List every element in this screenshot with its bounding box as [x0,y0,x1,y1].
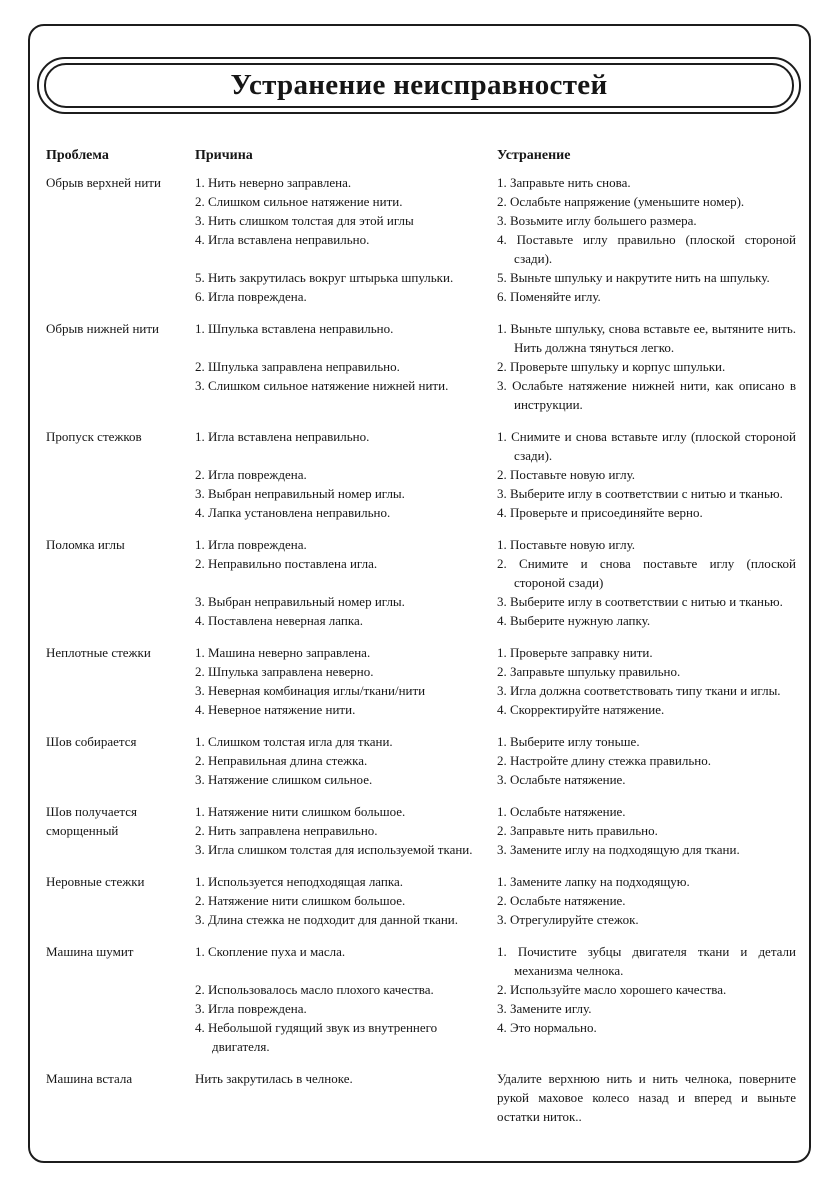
cause-solution-pair [195,980,796,999]
solution-item: 1. Ослабьте натяжение. [497,804,626,819]
solution-item: 1. Поставьте новую иглу. [497,537,636,552]
solution-item: 3. Отрегулируйте стежок. [497,912,639,927]
problem-name: Обрыв верхней нити [46,175,161,190]
cause-solution-pair [195,770,796,789]
solution-item: 3. Ослабьте натяжение нижней нити, как описано в инструкции. [497,378,796,412]
solution-item: 2. Ослабьте натяжение. [497,893,626,908]
problem-name: Поломка иглы [46,537,125,552]
cause-solution-pair [195,751,796,770]
cause-solution-pairs [195,319,796,414]
cause-item: 4. Игла вставлена неправильно. [195,232,370,247]
cause-solution-pair [195,230,796,268]
cause-solution-pair [195,357,796,376]
cause-solution-pairs [195,872,796,929]
cause-item: 2. Нить заправлена неправильно. [195,823,378,838]
problem-group [46,732,796,789]
cause-solution-pair [195,427,796,465]
cause-item: 4. Неверное натяжение нити. [195,702,356,717]
problem-group [46,173,796,306]
cause-item: 3. Нить слишком толстая для этой иглы [195,213,414,228]
cause-solution-pair [195,268,796,287]
cause-solution-pairs [195,643,796,719]
cause-solution-pair [195,611,796,630]
column-header-solution: Устранение [497,148,571,163]
problem-name: Неплотные стежки [46,645,151,660]
cause-solution-pair [195,192,796,211]
cause-item: 5. Нить закрутилась вокруг штырька шпульки. [195,270,454,285]
table-body [46,173,796,1126]
problem-group [46,535,796,630]
cause-item: 1. Игла вставлена неправильно. [195,429,370,444]
cause-solution-pair [195,376,796,414]
cause-solution-pair [195,554,796,592]
problem-group [46,1069,796,1126]
solution-item: 6. Поменяйте иглу. [497,289,601,304]
cause-item: 2. Шпулька заправлена неверно. [195,664,374,679]
table-header [46,146,796,165]
cause-solution-pair [195,592,796,611]
solution-item: 2. Настройте длину стежка правильно. [497,753,711,768]
solution-item: 3. Выберите иглу в соответствии с нитью и тканью. [497,594,783,609]
problem-group [46,643,796,719]
problem-group [46,427,796,522]
cause-item: 1. Слишком толстая игла для ткани. [195,734,393,749]
cause-item: 4. Поставлена неверная лапка. [195,613,363,628]
solution-item: 4. Поставьте иглу правильно (плоской стороной сзади). [497,232,796,266]
cause-solution-pair [195,840,796,859]
cause-item: 2. Использовалось масло плохого качества. [195,982,434,997]
troubleshooting-table [46,146,796,1139]
cause-item: 3. Выбран неправильный номер иглы. [195,594,405,609]
cause-item: 1. Нить неверно заправлена. [195,175,352,190]
cause-item: 1. Игла повреждена. [195,537,307,552]
solution-item: 1. Выберите иглу тоньше. [497,734,640,749]
column-header-cause: Причина [195,148,253,163]
cause-item: 3. Слишком сильное натяжение нижней нити. [195,378,449,393]
cause-solution-pair [195,319,796,357]
solution-item: 2. Используйте масло хорошего качества. [497,982,727,997]
solution-item: 2. Заправьте нить правильно. [497,823,658,838]
cause-solution-pair [195,821,796,840]
solution-item: 3. Замените иглу. [497,1001,592,1016]
solution-item: 5. Выньте шпульку и накрутите нить на шпульку. [497,270,770,285]
cause-solution-pair [195,503,796,522]
cause-solution-pairs [195,427,796,522]
cause-solution-pair [195,1018,796,1056]
problem-name: Пропуск стежков [46,429,142,444]
cause-solution-pair [195,535,796,554]
cause-item: 1. Натяжение нити слишком большое. [195,804,406,819]
cause-solution-pair [195,732,796,751]
cause-item: 3. Игла повреждена. [195,1001,307,1016]
problem-group [46,942,796,1056]
solution-item: 1. Снимите и снова вставьте иглу (плоской стороной сзади). [497,429,796,463]
cause-item: 3. Натяжение слишком сильное. [195,772,373,787]
problem-group [46,802,796,859]
cause-solution-pair [195,173,796,192]
solution-item: 2. Снимите и снова поставьте иглу (плоской стороной сзади) [497,556,796,590]
solution-item: 2. Проверьте шпульку и корпус шпульки. [497,359,726,374]
cause-item: 3. Игла слишком толстая для используемой ткани. [195,842,473,857]
cause-item: 2. Неправильно поставлена игла. [195,556,378,571]
cause-item: 1. Скопление пуха и масла. [195,944,346,959]
cause-solution-pair [195,211,796,230]
cause-item: 2. Неправильная длина стежка. [195,753,368,768]
cause-item: 1. Шпулька вставлена неправильно. [195,321,394,336]
cause-solution-pair [195,700,796,719]
cause-solution-pairs [195,173,796,306]
cause-solution-pair [195,1069,796,1126]
cause-solution-pair [195,872,796,891]
solution-item: 3. Возьмите иглу большего размера. [497,213,697,228]
cause-item: 6. Игла повреждена. [195,289,307,304]
cause-solution-pair [195,891,796,910]
solution-item: 1. Заправьте нить снова. [497,175,631,190]
solution-item: 1. Проверьте заправку нити. [497,645,653,660]
cause-solution-pairs [195,942,796,1056]
cause-item: 2. Игла повреждена. [195,467,307,482]
page-title: Устранение неисправностей [230,69,608,101]
problem-name: Машина шумит [46,944,134,959]
cause-solution-pairs [195,802,796,859]
solution-item: 1. Почистите зубцы двигателя ткани и детали механизма челнока. [497,944,796,978]
solution-item: 1. Замените лапку на подходящую. [497,874,690,889]
cause-item: 2. Слишком сильное натяжение нити. [195,194,403,209]
solution-item: Удалите верхнюю нить и нить челнока, поверните рукой маховое колесо назад и вперед и выньте остатки ниток.. [497,1071,796,1124]
title-inner-border [44,63,794,108]
cause-solution-pair [195,662,796,681]
solution-item: 2. Поставьте новую иглу. [497,467,636,482]
problem-group [46,319,796,414]
problem-name: Шов получается сморщенный [46,804,137,838]
solution-item: 2. Ослабьте напряжение (уменьшите номер). [497,194,745,209]
cause-solution-pair [195,681,796,700]
column-header-problem: Проблема [46,148,109,163]
cause-solution-pairs [195,1069,796,1126]
problem-name: Неровные стежки [46,874,145,889]
title-box [37,57,801,114]
solution-item: 3. Выберите иглу в соответствии с нитью и тканью. [497,486,783,501]
problem-name: Машина встала [46,1071,133,1086]
solution-item: 4. Проверьте и присоединяйте верно. [497,505,703,520]
solution-item: 3. Замените иглу на подходящую для ткани. [497,842,740,857]
problem-name: Шов собирается [46,734,137,749]
problem-name: Обрыв нижней нити [46,321,160,336]
solution-item: 4. Скорректируйте натяжение. [497,702,665,717]
cause-solution-pair [195,484,796,503]
cause-solution-pair [195,643,796,662]
solution-item: 3. Игла должна соответствовать типу ткани и иглы. [497,683,781,698]
cause-solution-pair [195,999,796,1018]
solution-item: 4. Выберите нужную лапку. [497,613,651,628]
cause-item: 2. Шпулька заправлена неправильно. [195,359,400,374]
cause-solution-pair [195,465,796,484]
solution-item: 2. Заправьте шпульку правильно. [497,664,681,679]
solution-item: 3. Ослабьте натяжение. [497,772,626,787]
cause-item: 4. Лапка установлена неправильно. [195,505,391,520]
cause-item: Нить закрутилась в челноке. [195,1071,353,1086]
cause-item: 3. Выбран неправильный номер иглы. [195,486,405,501]
cause-item: 3. Неверная комбинация иглы/ткани/нити [195,683,426,698]
cause-solution-pairs [195,732,796,789]
cause-solution-pair [195,802,796,821]
cause-item: 1. Машина неверно заправлена. [195,645,371,660]
cause-solution-pair [195,942,796,980]
solution-item: 4. Это нормально. [497,1020,597,1035]
cause-solution-pair [195,287,796,306]
cause-item: 4. Небольшой гудящий звук из внутреннего двигателя. [195,1020,438,1054]
cause-item: 1. Используется неподходящая лапка. [195,874,403,889]
cause-item: 2. Натяжение нити слишком большое. [195,893,406,908]
solution-item: 1. Выньте шпульку, снова вставьте ее, вытяните нить. Нить должна тянуться легко. [497,321,796,355]
problem-group [46,872,796,929]
cause-item: 3. Длина стежка не подходит для данной ткани. [195,912,459,927]
cause-solution-pair [195,910,796,929]
cause-solution-pairs [195,535,796,630]
